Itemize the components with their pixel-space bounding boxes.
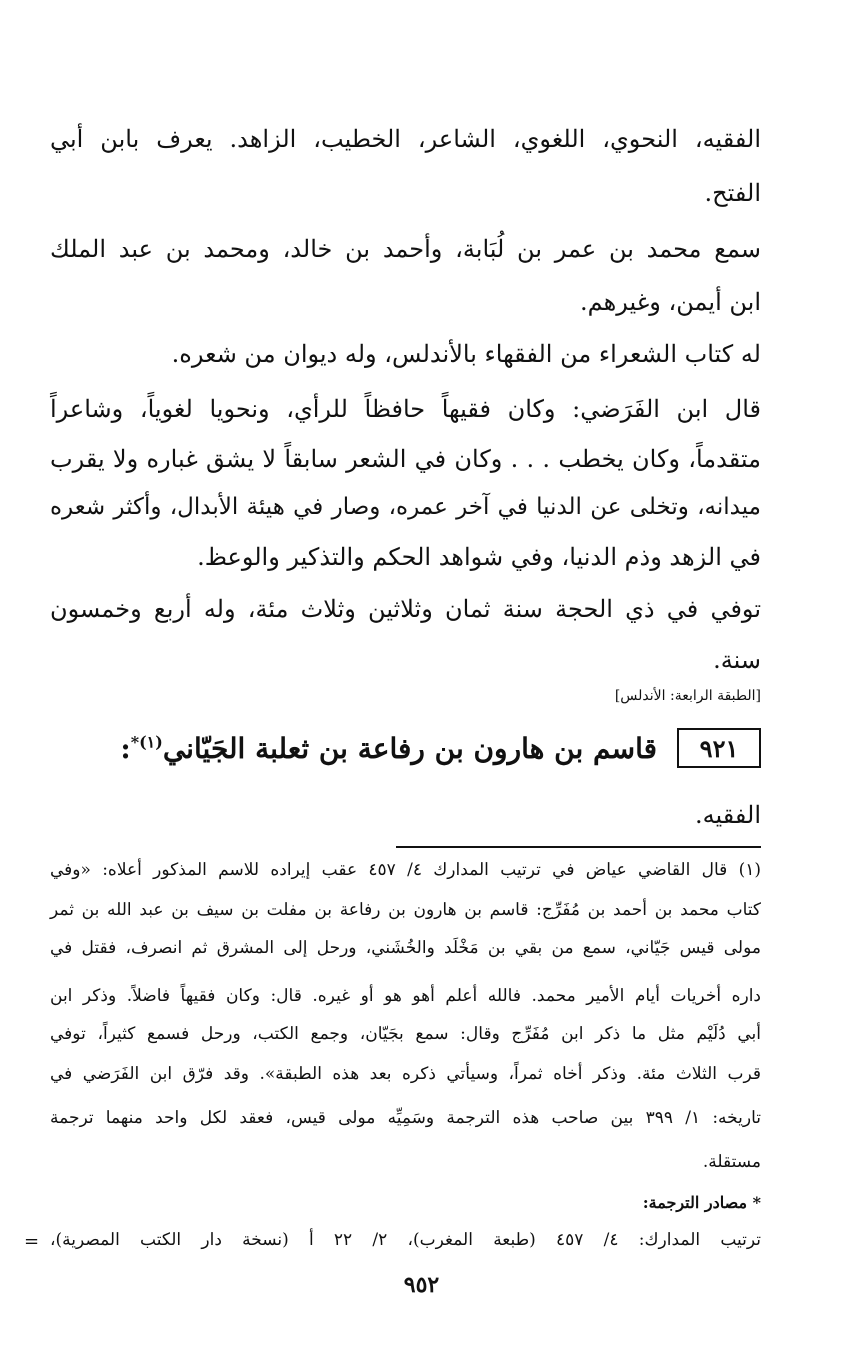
body-line: ميدانه، وتخلى عن الدنيا في آخر عمره، وصار في هيئة الأبدال، وأكثر شعره	[50, 494, 761, 520]
body-line: سمع محمد بن عمر بن لُبَابة، وأحمد بن خالد، ومحمد بن عبد الملك	[50, 235, 761, 263]
footnote-line: مولى قيس جَيّاني، سمع من بقي بن مَخْلَد والخُشَني، ورحل إلى المشرق ثم انصرف، فقتل في	[50, 938, 761, 958]
body-line: في الزهد وذم الدنيا، وفي شواهد الحكم والتذكير والوعظ.	[197, 543, 761, 571]
entry-name: قاسم بن هارون بن رفاعة بن ثعلبة الجَيّاني	[162, 731, 657, 765]
footnote-line: كتاب محمد بن أحمد بن مُفَرِّج: قاسم بن هارون بن رفاعة بن مفلت بن سيف بن عبد الله بن ثمر	[50, 900, 761, 920]
footnote-line: مستقلة.	[702, 1152, 761, 1172]
entry-title	[120, 732, 657, 765]
body-line: له كتاب الشعراء من الفقهاء بالأندلس، وله ديوان من شعره.	[171, 340, 761, 368]
entry-number: ٩٢١	[677, 728, 761, 768]
body-line: قال ابن الفَرَضي: وكان فقيهاً حافظاً للرأي، ونحويا لغوياً، وشاعراً	[50, 395, 761, 423]
body-line: الفقيه، النحوي، اللغوي، الشاعر، الخطيب، الزاهد. يعرف بابن أبي	[50, 125, 761, 153]
entry-description: الفقيه.	[695, 801, 761, 829]
footnote-line: قرب الثلاث مئة. وذكر أخاه ثمراً، وسيأتي ذكره بعد هذه الطبقة». وقد فرّق ابن الفَرَضي في	[50, 1064, 761, 1084]
running-header: [الطبقة الرابعة: الأندلس]	[614, 688, 761, 704]
body-line: توفي في ذي الحجة سنة ثمان وثلاثين وثلاث مئة، وله أربع وخمسون	[50, 595, 761, 623]
sources-label: * مصادر الترجمة:	[642, 1193, 761, 1212]
body-line: ابن أيمن، وغيرهم.	[580, 288, 761, 316]
body-line: سنة.	[713, 646, 761, 674]
entry-heading	[120, 722, 761, 774]
footnote-line: أبي دُلَيْم مثل ما ذكر ابن مُفَرِّج وقال: سمع بجَيّان، وجمع الكتب، ورحل فسمع كثيراً، توفي	[50, 1024, 761, 1044]
page-number: ٩٥٢	[403, 1272, 440, 1298]
continuation-mark: =	[24, 1231, 40, 1252]
footnote-line: تاريخه: ١/ ٣٩٩ بين صاحب هذه الترجمة وسَمِيِّه مولى قيس، فعقد لكل واحد منهما ترجمة	[50, 1108, 761, 1128]
footnote-line: (١) قال القاضي عياض في ترتيب المدارك ٤/ ٤٥٧ عقب إيراده للاسم المذكور أعلاه: «وفي	[50, 860, 761, 880]
footnote-separator	[396, 846, 761, 848]
entry-colon: :	[120, 731, 131, 765]
body-line: الفتح.	[704, 179, 761, 207]
sources-line: ترتيب المدارك: ٤/ ٤٥٧ (طبعة المغرب)، ٢/ ٢٢ أ (نسخة دار الكتب المصرية)،	[50, 1230, 761, 1250]
footnote-line: داره أخريات أيام الأمير محمد. فالله أعلم أهو هو أو غيره. قال: وكان فقيهاً فاضلاً. وذكر ابن	[50, 986, 761, 1006]
body-line: متقدماً، وكان يخطب . . . وكان في الشعر سابقاً لا يشق غباره ولا يقرب	[50, 445, 761, 473]
footnote-ref: (١)*	[130, 732, 163, 752]
